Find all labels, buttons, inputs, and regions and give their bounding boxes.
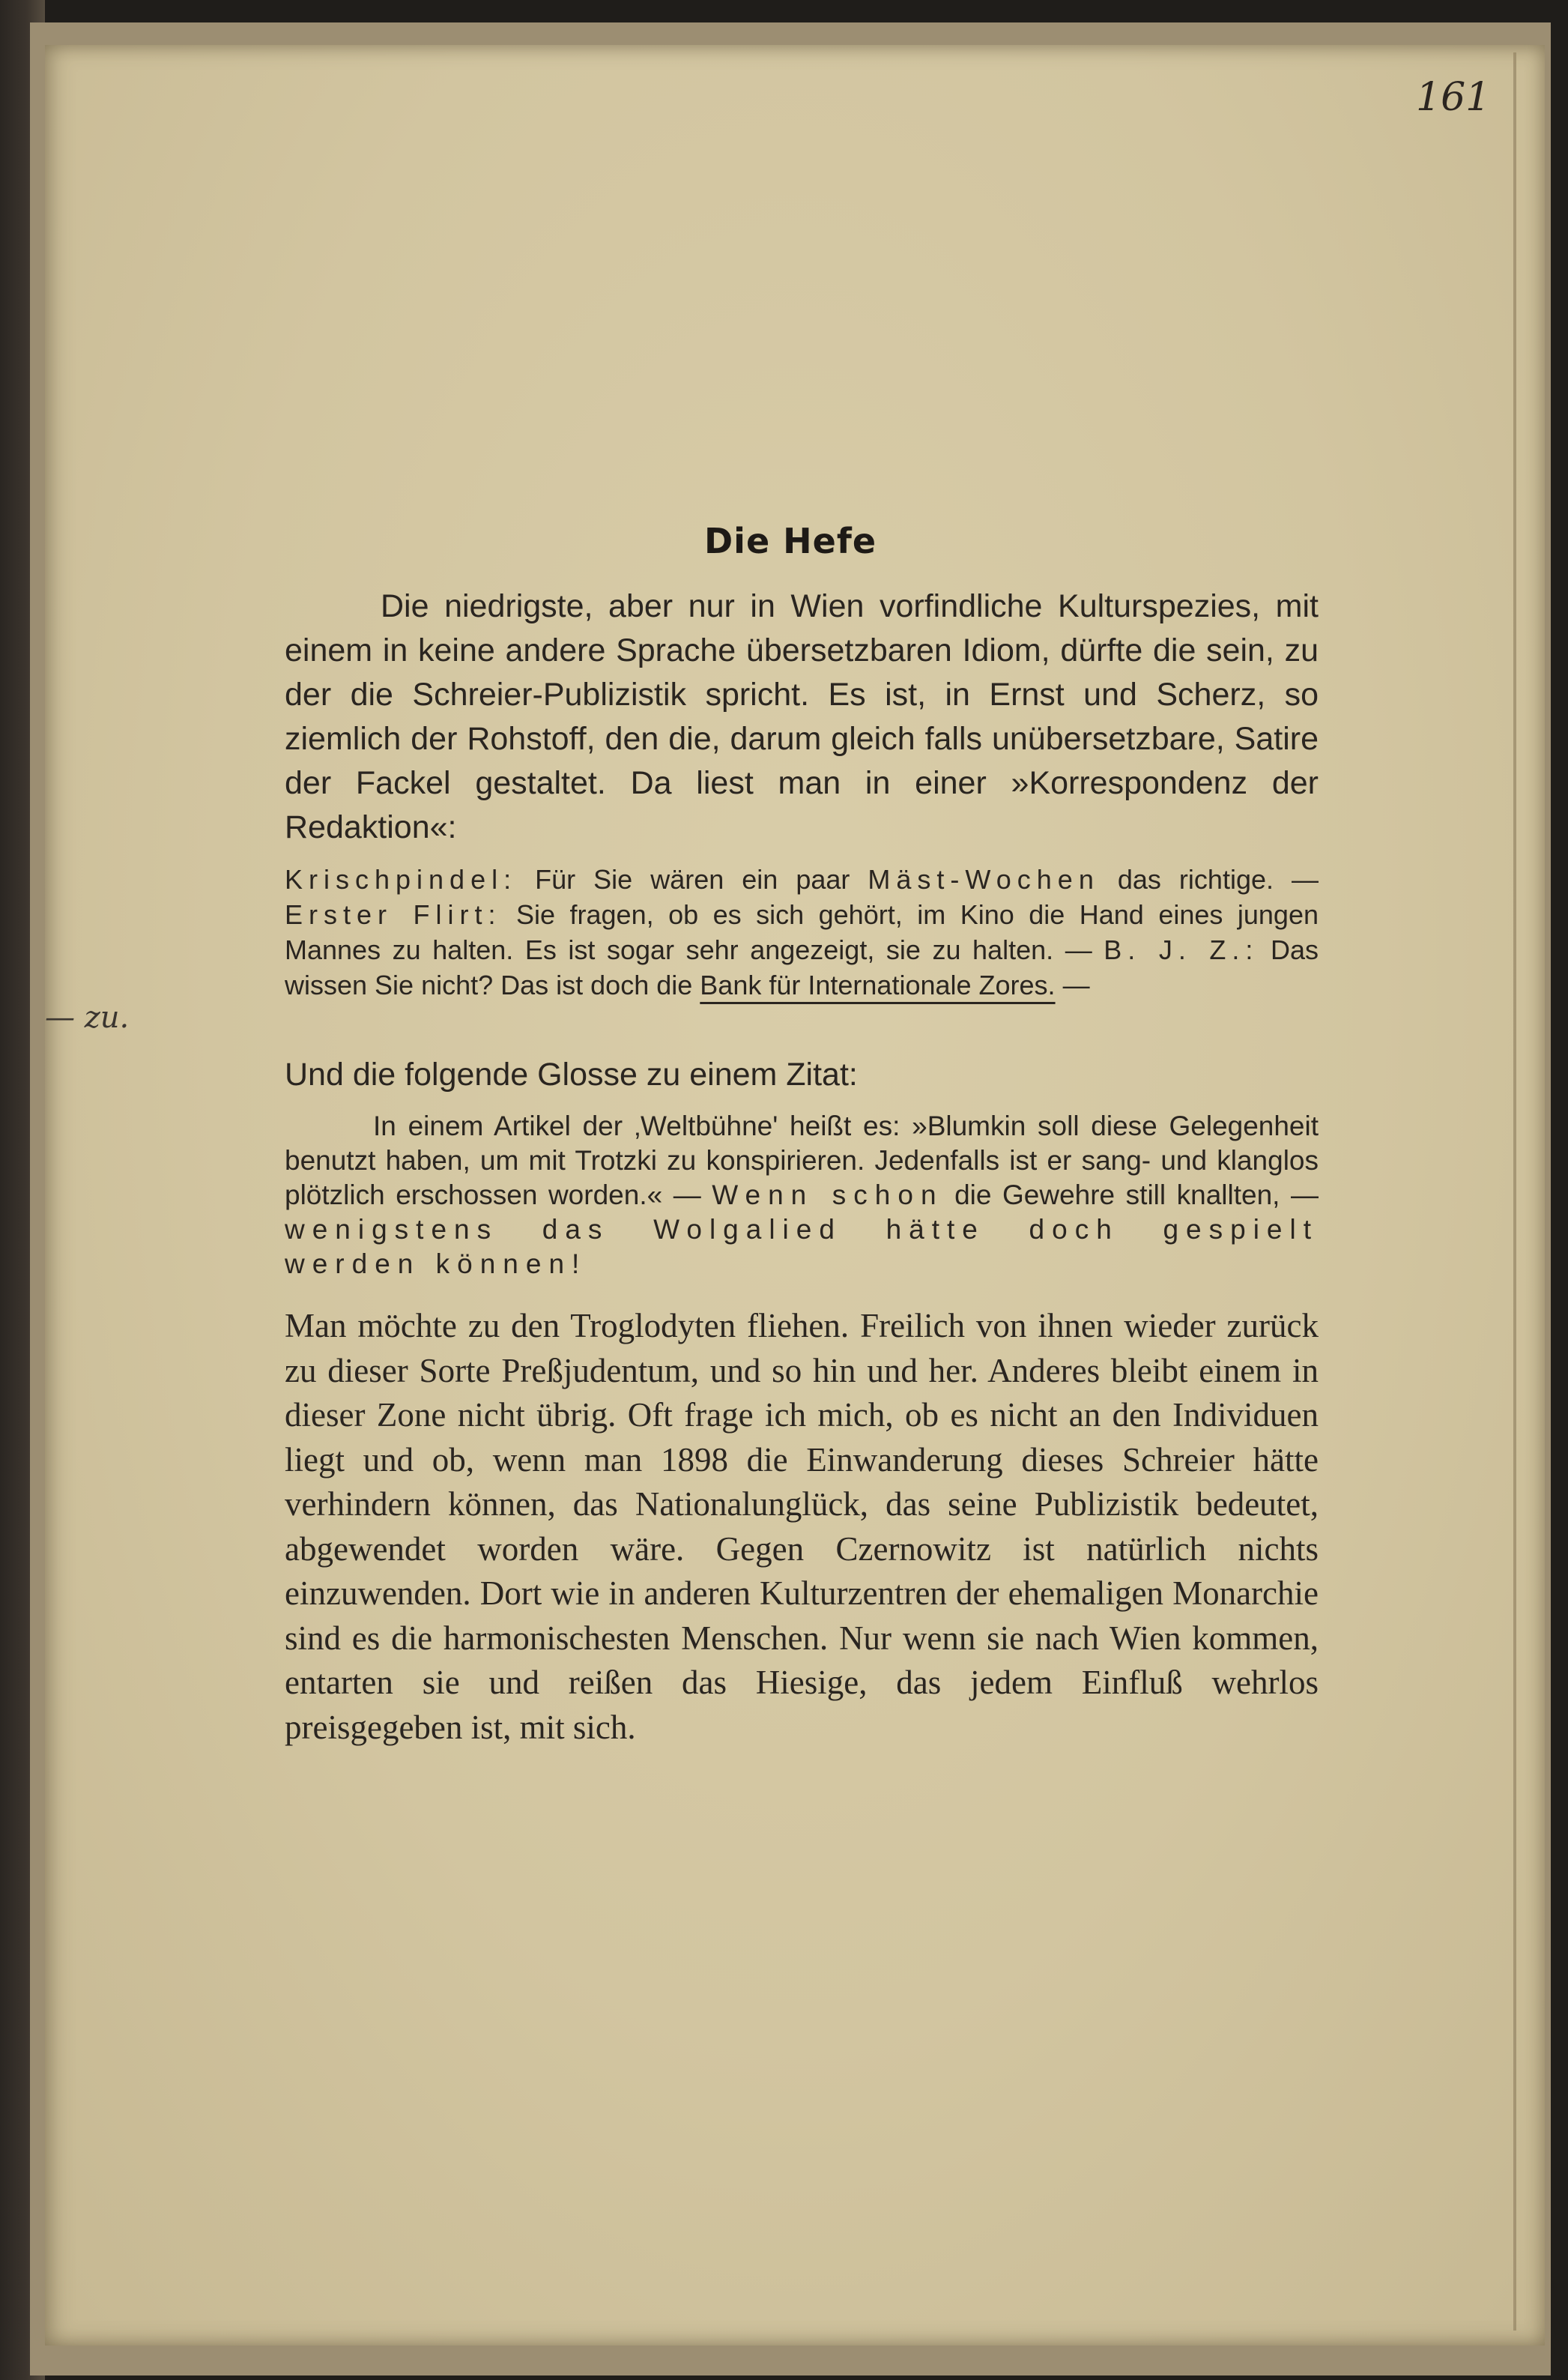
quoted-correspondence: [285, 862, 1319, 1003]
quote-underlined: Bank für Internationale Zores.: [700, 970, 1056, 1000]
quote-text-5: —: [1062, 970, 1090, 1000]
quote-spaced-1: Mäst-Wochen: [868, 864, 1100, 895]
quote-text-3: Sie fragen, ob es sich gehört, im Kino die Hand eines jungen Mannes zu halten. Es ist sogar sehr angezeigt, sie zu halten. —: [285, 899, 1319, 965]
page-edge: [1513, 52, 1516, 2331]
quote-text-2: das richtige. —: [1117, 864, 1319, 895]
glosse-text-2: die Gewehre still knallten, —: [954, 1180, 1319, 1210]
body-paragraph: Man möchte zu den Troglodyten fliehen. Freilich von ihnen wieder zurück zu dieser Sorte Preßjudentum, und so hin und her. Anderes bleibt einem in dieser Zone nicht übrig. Oft frage ich mich, ob es nicht an den Individuen liegt und ob, wenn man 1898 die Einwanderung dieses Schreier hätte verhindern können, das Nationalunglück, das seine Publizistik bedeutet, abgewendet worden wäre. Gegen Czernowitz ist natürlich nichts einzuwenden. Dort wie in anderen Kulturzentren der ehemaligen Monarchie sind es die harmonischesten Menschen. Nur wenn sie nach Wien kommen, entarten sie und reißen das Hiesige, das jedem Einfluß wehrlos preisgegeben ist, mit sich.: [285, 1307, 1319, 1746]
intro-paragraph: Die niedrigste, aber nur in Wien vorfindliche Kulturspezies, mit einem in keine andere Sprache übersetzbaren Idiom, dürfte die sein, zu der die Schreier-Publizistik spricht. Es ist, in Ernst und Scherz, so ziemlich der Rohstoff, den die, darum gleich falls unübersetzbare, Satire der Fackel gestaltet. Da liest man in einer »Korrespondenz der Redaktion«:: [285, 588, 1319, 845]
glosse-spaced-1: Wenn schon: [712, 1180, 944, 1210]
handwritten-margin-note: — zu.: [45, 1000, 130, 1035]
page-number: 161: [1416, 75, 1491, 120]
glosse-spaced-2: wenigstens das Wolgalied hätte doch gespielt werden können!: [285, 1214, 1319, 1279]
quote-text-1: Für Sie wären ein paar: [535, 864, 850, 895]
quote-name-3: B. J. Z.:: [1104, 934, 1259, 965]
article-title: Die Hefe: [704, 521, 877, 561]
quote-text-4: Das wissen Sie nicht? Das ist doch die: [285, 934, 1319, 1000]
glosse-quote: [285, 1109, 1319, 1281]
quote-name-2: Erster Flirt:: [285, 899, 502, 930]
transition-line: Und die folgende Glosse zu einem Zitat:: [285, 1057, 858, 1093]
quote-name-1: Krischpindel:: [285, 864, 518, 895]
glosse-text-1: In einem Artikel der ‚Weltbühne' heißt es: »Blumkin soll diese Gelegenheit benutzt haben, um mit Trotzki zu konspirieren. Jedenfalls ist er sang- und klanglos plötzlich erschossen worden.« —: [285, 1111, 1319, 1210]
